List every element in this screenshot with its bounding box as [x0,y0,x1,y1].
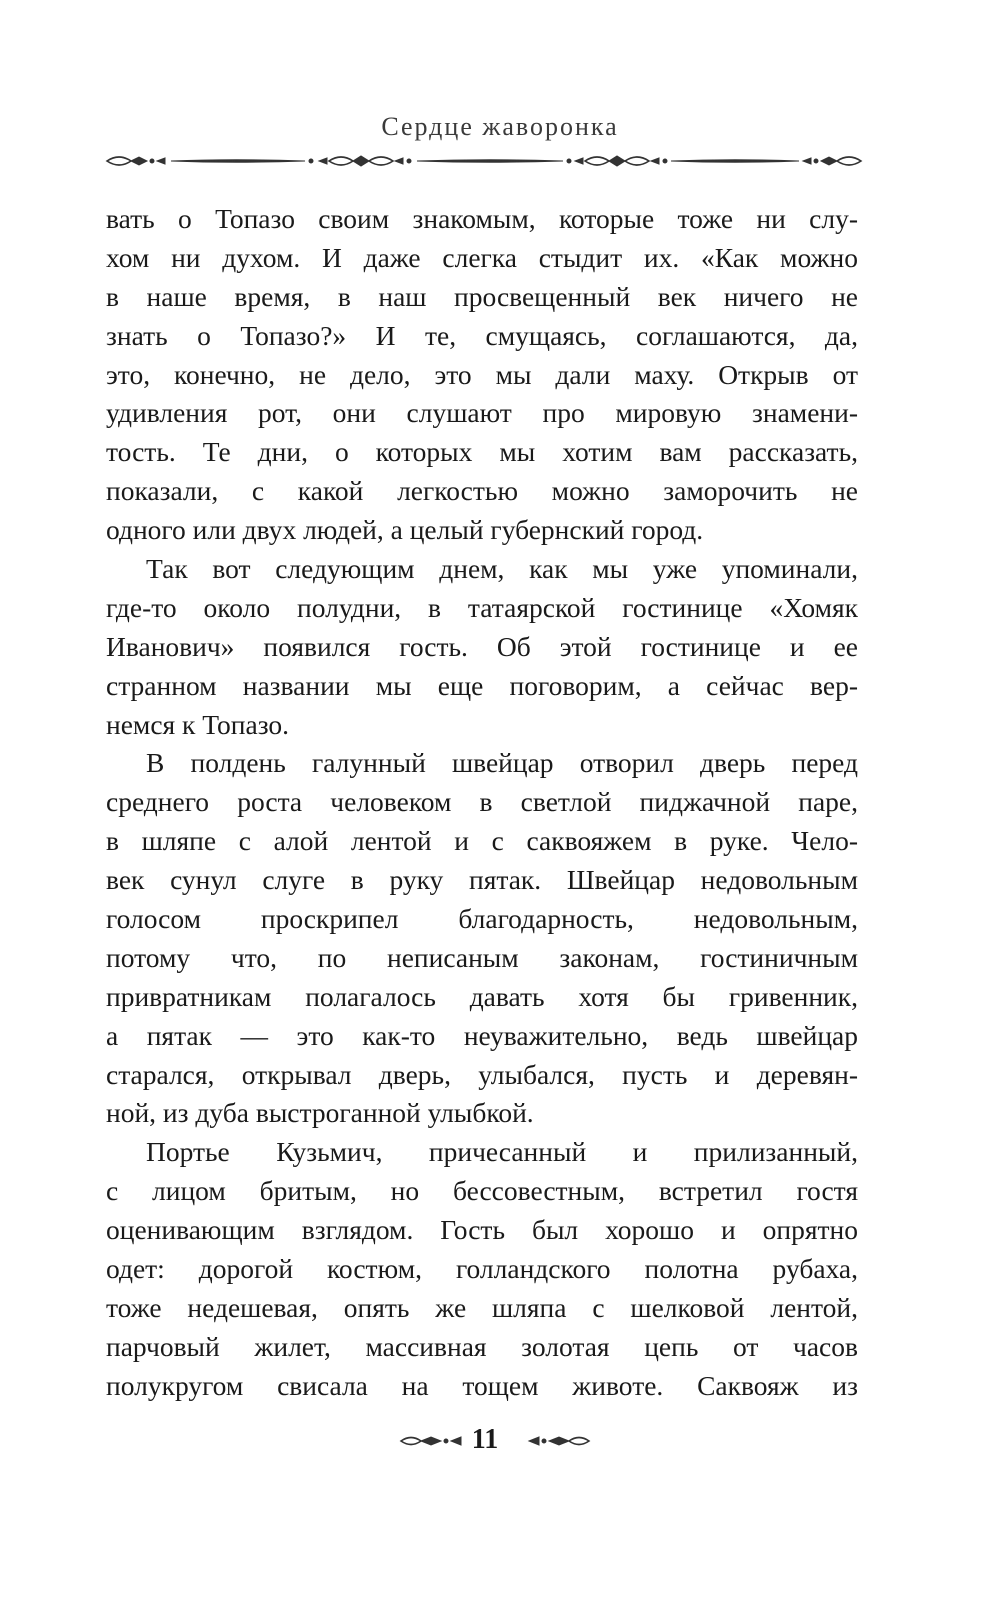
running-header: Сердце жаворонка [381,112,619,141]
text-line: где-то около полудни, в татаярской гостинице «Хомяк [106,591,858,623]
text-line: показали, с какой легкостью можно заморочить не [106,475,858,507]
folio-ornament-right [527,1432,591,1450]
text-line: хом ни духом. И даже слегка стыдит их. «Как можно [106,241,858,273]
folio-ornament-left [399,1432,463,1450]
text-line: одет: дорогой костюм, голландского полотна рубаха, [106,1253,858,1285]
paragraph-first-line: Так вот следующим днем, как мы уже упоминали, [146,553,858,585]
text-line: одного или двух людей, а целый губернский город. [106,514,704,546]
paragraph-first-line: В полдень галунный швейцар отворил дверь перед [146,747,858,779]
text-line: ной, из дуба выстроганной улыбкой. [106,1097,534,1129]
page-footer [0,1420,1000,1460]
text-line: знать о Топазо?» И те, смущаясь, соглашаются, да, [106,319,858,351]
text-line: в наше время, в наш просвещенный век ничего не [106,280,858,312]
text-line: потому что, по неписаным законам, гостиничным [106,941,858,973]
text-line: тоже недешевая, опять же шляпа с шелковой лентой, [106,1291,858,1323]
text-line: это, конечно, не дело, это мы дали маху. Открыв от [106,358,858,390]
page-number: 11 [471,1424,499,1455]
text-line: вать о Топазо своим знакомым, которые тоже ни слу- [106,203,858,234]
header-ornament-divider [105,150,863,172]
text-line: век сунул слуге в руку пятак. Швейцар недовольным [106,864,858,896]
text-line: старался, открывал дверь, улыбался, пусть и деревян- [106,1058,858,1090]
text-line: в шляпе с алой лентой и с саквояжем в руке. Чело- [106,825,858,857]
text-line: удивления рот, они слушают про мировую знамени- [106,397,858,429]
text-line: голосом проскрипел благодарность, недовольным, [106,903,858,935]
body-text [106,200,858,1406]
text-line: с лицом бритым, но бессовестным, встретил гостя [106,1175,858,1207]
text-line: парчовый жилет, массивная золотая цепь от часов [106,1330,858,1362]
paragraph-first-line: Портье Кузьмич, причесанный и прилизанный, [146,1136,858,1168]
text-line: Иванович» появился гость. Об этой гостинице и ее [106,630,858,662]
text-line: тость. Те дни, о которых мы хотим вам рассказать, [106,436,858,468]
text-line: странном названии мы еще поговорим, а сейчас вер- [106,669,858,701]
text-line: привратникам полагалось давать хотя бы гривенник, [106,980,858,1012]
text-line: немся к Топазо. [106,708,290,740]
text-line: а пятак — это как-то неуважительно, ведь швейцар [106,1019,858,1051]
text-line: полукругом свисала на тощем животе. Саквояж из [106,1369,858,1401]
text-line: среднего роста человеком в светлой пиджачной паре, [106,786,858,818]
text-line: оценивающим взглядом. Гость был хорошо и опрятно [106,1214,858,1246]
